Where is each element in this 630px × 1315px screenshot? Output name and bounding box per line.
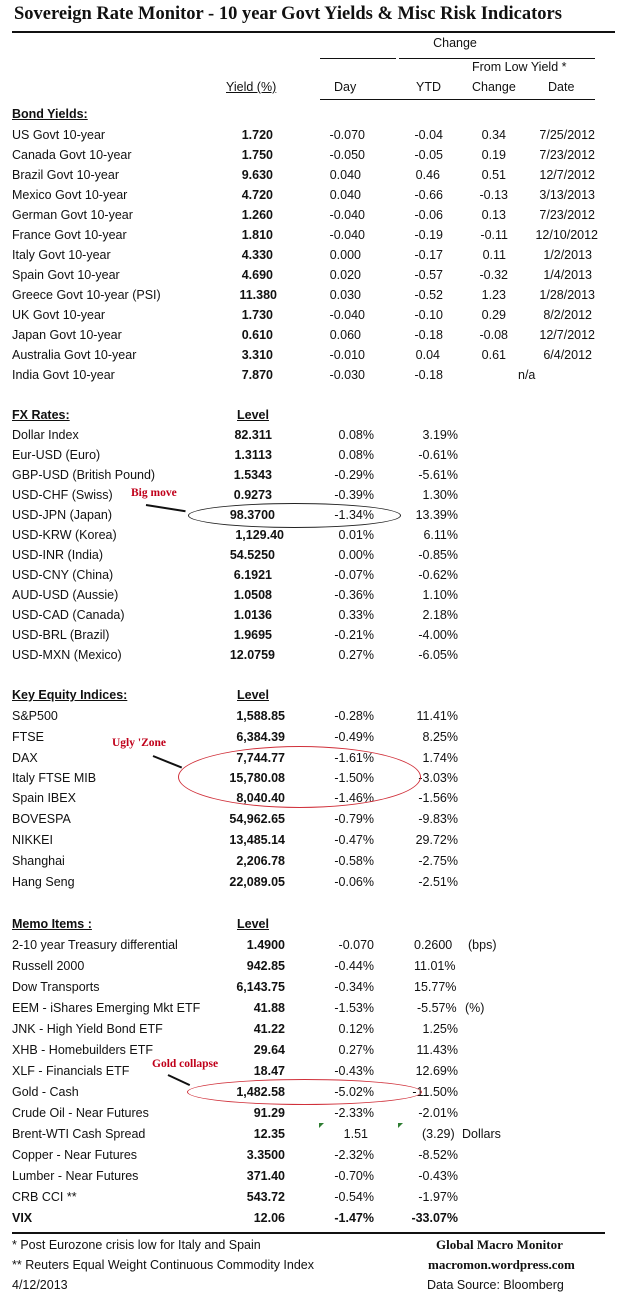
row-label: Greece Govt 10-year (PSI) <box>12 288 161 302</box>
level-value: 1.0508 <box>233 588 272 602</box>
low-change: 0.13 <box>481 208 506 222</box>
row-label: Gold - Cash <box>12 1085 79 1099</box>
ytd-change: 12.69% <box>415 1064 458 1078</box>
row-label: USD-CNY (China) <box>12 568 114 582</box>
level-value: 54.5250 <box>229 548 275 562</box>
level-value: 1,129.40 <box>235 528 284 542</box>
day-header-rule <box>320 58 396 59</box>
level-value: 2,206.78 <box>236 854 285 868</box>
ugly-zone-ellipse <box>178 746 421 808</box>
day-change: 0.01% <box>338 528 374 542</box>
level-value: 7,744.77 <box>236 751 285 765</box>
date-header: Date <box>548 80 575 94</box>
ytd-header-rule <box>399 58 595 59</box>
ytd-change: (3.29) <box>422 1127 455 1141</box>
low-date: 7/23/2012 <box>539 148 595 162</box>
day-change: -2.33% <box>334 1106 374 1120</box>
low-date: 8/2/2012 <box>543 308 592 322</box>
day-change: -0.07% <box>334 568 374 582</box>
yield-value: 7.870 <box>241 368 273 382</box>
row-label: USD-CHF (Swiss) <box>12 488 113 502</box>
day-change: -5.02% <box>334 1085 374 1099</box>
memo-heading: Memo Items : <box>12 917 92 931</box>
day-change: -1.34% <box>334 508 374 522</box>
report-date: 4/12/2013 <box>12 1278 68 1292</box>
low-change: -0.11 <box>480 228 508 242</box>
level-value: 12.0759 <box>229 648 275 662</box>
title-rule <box>12 31 615 33</box>
row-label: Russell 2000 <box>12 959 85 973</box>
row-label: Mexico Govt 10-year <box>12 188 128 202</box>
yield-value: 1.720 <box>241 128 273 142</box>
level-value: 15,780.08 <box>229 771 285 785</box>
day-change: -0.44% <box>334 959 374 973</box>
row-label: XHB - Homebuilders ETF <box>12 1043 154 1057</box>
low-change: 0.29 <box>481 308 506 322</box>
unit-label: Dollars <box>462 1127 501 1141</box>
day-change: -0.28% <box>334 709 374 723</box>
row-label: XLF - Financials ETF <box>12 1064 130 1078</box>
day-change: -0.36% <box>334 588 374 602</box>
level-value: 98.3700 <box>229 508 275 522</box>
level-value: 29.64 <box>253 1043 285 1057</box>
row-label: USD-CAD (Canada) <box>12 608 125 622</box>
ytd-change: -5.57% <box>417 1001 457 1015</box>
row-label: FTSE <box>12 730 44 744</box>
level-value: 1.9695 <box>233 628 272 642</box>
footer-rule <box>12 1232 605 1234</box>
ytd-change: -9.83% <box>418 812 458 826</box>
day-change: 1.51 <box>343 1127 368 1141</box>
yield-value: 4.690 <box>241 268 273 282</box>
row-label: Spain Govt 10-year <box>12 268 120 282</box>
day-change: -0.06% <box>334 875 374 889</box>
bond-yields-heading: Bond Yields: <box>12 107 88 121</box>
day-change: 0.08% <box>338 428 374 442</box>
na-value: n/a <box>518 368 536 382</box>
row-label: Shanghai <box>12 854 65 868</box>
row-label: Dow Transports <box>12 980 100 994</box>
yield-value: 9.630 <box>241 168 273 182</box>
day-change: 0.08% <box>338 448 374 462</box>
day-change: -0.21% <box>334 628 374 642</box>
page-title: Sovereign Rate Monitor - 10 year Govt Yields & Misc Risk Indicators <box>14 4 562 24</box>
day-header: Day <box>334 80 357 94</box>
day-change: 0.040 <box>329 188 361 202</box>
level-value: 3.3500 <box>246 1148 285 1162</box>
ytd-change: 1.74% <box>422 751 458 765</box>
day-change: -0.030 <box>329 368 365 382</box>
unit-label: (%) <box>465 1001 485 1015</box>
row-label: EEM - iShares Emerging Mkt ETF <box>12 1001 201 1015</box>
level-value: 41.22 <box>253 1022 285 1036</box>
day-change: -0.79% <box>334 812 374 826</box>
footnote-eurozone: * Post Eurozone crisis low for Italy and Spain <box>12 1238 261 1252</box>
low-date: 12/7/2012 <box>539 168 595 182</box>
ytd-change: 0.2600 <box>414 938 453 952</box>
yield-value: 3.310 <box>241 348 273 362</box>
equity-heading: Key Equity Indices: <box>12 688 128 702</box>
day-change: -0.49% <box>334 730 374 744</box>
day-change: -0.050 <box>329 148 365 162</box>
row-label: Eur-USD (Euro) <box>12 448 101 462</box>
yield-header: Yield (%) <box>226 80 277 94</box>
ytd-change: 11.01% <box>414 959 456 973</box>
row-label: US Govt 10-year <box>12 128 106 142</box>
ytd-change: -1.97% <box>418 1190 458 1204</box>
yield-value: 4.720 <box>241 188 273 202</box>
ytd-change: -2.01% <box>418 1106 458 1120</box>
row-label: Hang Seng <box>12 875 75 889</box>
day-change: -2.32% <box>334 1148 374 1162</box>
day-change: 0.040 <box>329 168 361 182</box>
ugly-zone-arrow <box>153 755 182 768</box>
day-change: 0.27% <box>338 648 374 662</box>
level-value: 12.35 <box>253 1127 285 1141</box>
low-change: 0.34 <box>481 128 506 142</box>
day-change: 0.000 <box>329 248 361 262</box>
ytd-change: -6.05% <box>418 648 458 662</box>
row-label: Spain IBEX <box>12 791 76 805</box>
ytd-change: -0.19 <box>414 228 443 242</box>
low-change: 0.11 <box>482 248 506 262</box>
low-change: -0.32 <box>479 268 508 282</box>
level-value: 22,089.05 <box>229 875 285 889</box>
day-change: 0.00% <box>338 548 374 562</box>
ytd-change: -0.06 <box>414 208 443 222</box>
brand-site-link[interactable]: macromon.wordpress.com <box>428 1257 575 1272</box>
day-change: -0.34% <box>334 980 374 994</box>
level-value: 1.4900 <box>246 938 285 952</box>
level-value: 1.5343 <box>233 468 272 482</box>
ytd-change: -0.05 <box>414 148 443 162</box>
level-value: 12.06 <box>253 1211 285 1225</box>
day-change: 0.27% <box>338 1043 374 1057</box>
fx-rates-heading: FX Rates: <box>12 408 70 422</box>
ytd-change: 1.30% <box>422 488 458 502</box>
row-label: Brent-WTI Cash Spread <box>12 1127 146 1141</box>
level-value: 18.47 <box>253 1064 285 1078</box>
row-label: USD-JPN (Japan) <box>12 508 113 522</box>
row-label: Crude Oil - Near Futures <box>12 1106 149 1120</box>
low-date: 1/4/2013 <box>543 268 592 282</box>
low-change: -0.13 <box>479 188 508 202</box>
level-value: 0.9273 <box>233 488 272 502</box>
ytd-change: -0.10 <box>414 308 443 322</box>
low-change: 0.19 <box>481 148 506 162</box>
ytd-change: 13.39% <box>415 508 458 522</box>
day-change: 0.060 <box>329 328 361 342</box>
day-change: -0.39% <box>334 488 374 502</box>
yield-value: 0.610 <box>241 328 273 342</box>
row-label: AUD-USD (Aussie) <box>12 588 119 602</box>
ytd-change: -0.85% <box>418 548 458 562</box>
ugly-zone-annotation: Ugly 'Zone <box>112 737 166 749</box>
row-label: CRB CCI ** <box>12 1190 77 1204</box>
day-change: -1.50% <box>334 771 374 785</box>
level-value: 1.0136 <box>233 608 272 622</box>
big-move-ellipse <box>188 503 401 528</box>
row-label: German Govt 10-year <box>12 208 133 222</box>
day-change: -0.040 <box>329 228 365 242</box>
ytd-change: 6.11% <box>423 528 458 542</box>
ytd-change: -0.57 <box>414 268 443 282</box>
low-change: 1.23 <box>481 288 506 302</box>
day-change: -0.070 <box>338 938 374 952</box>
day-change: -0.58% <box>334 854 374 868</box>
day-change: 0.020 <box>329 268 361 282</box>
ytd-change: -0.18 <box>414 328 443 342</box>
ytd-change: -33.07% <box>411 1211 458 1225</box>
day-change: -0.070 <box>329 128 365 142</box>
day-change: -1.47% <box>334 1211 374 1225</box>
yield-value: 1.750 <box>241 148 273 162</box>
row-label: Canada Govt 10-year <box>12 148 132 162</box>
ytd-change: -0.52 <box>414 288 443 302</box>
ytd-change: -0.43% <box>418 1169 458 1183</box>
ytd-change: -3.03% <box>418 771 458 785</box>
low-date: 6/4/2012 <box>543 348 592 362</box>
yield-value: 4.330 <box>241 248 273 262</box>
low-date: 1/2/2013 <box>543 248 592 262</box>
day-change: -0.47% <box>334 833 374 847</box>
brand-name: Global Macro Monitor <box>436 1237 563 1252</box>
level-value: 41.88 <box>253 1001 285 1015</box>
row-label: 2-10 year Treasury differential <box>12 938 178 952</box>
low-date: 1/28/2013 <box>539 288 595 302</box>
yield-value: 1.260 <box>241 208 273 222</box>
row-label: France Govt 10-year <box>12 228 127 242</box>
row-label: Italy FTSE MIB <box>12 771 97 785</box>
ytd-change: 15.77% <box>414 980 457 994</box>
day-change: 0.33% <box>338 608 374 622</box>
row-label: USD-BRL (Brazil) <box>12 628 110 642</box>
level-value: 6,384.39 <box>236 730 285 744</box>
ytd-change: 1.25% <box>422 1022 458 1036</box>
row-label: VIX <box>12 1211 33 1225</box>
row-label: USD-INR (India) <box>12 548 103 562</box>
level-value: 371.40 <box>246 1169 285 1183</box>
ytd-change: -0.04 <box>414 128 443 142</box>
from-low-yield-header: From Low Yield * <box>472 60 567 74</box>
fx-level-header: Level <box>237 408 269 422</box>
day-change: -0.040 <box>329 308 365 322</box>
row-label: Lumber - Near Futures <box>12 1169 139 1183</box>
row-label: India Govt 10-year <box>12 368 115 382</box>
ytd-change: 11.43% <box>416 1043 458 1057</box>
row-label: UK Govt 10-year <box>12 308 106 322</box>
row-label: USD-MXN (Mexico) <box>12 648 122 662</box>
ytd-change: -11.50% <box>412 1085 458 1099</box>
day-change: -0.43% <box>334 1064 374 1078</box>
cell-comment-marker <box>319 1123 324 1128</box>
row-label: USD-KRW (Korea) <box>12 528 117 542</box>
day-change: -1.61% <box>334 751 374 765</box>
data-source: Data Source: Bloomberg <box>427 1278 564 1292</box>
row-label: Copper - Near Futures <box>12 1148 138 1162</box>
ytd-change: 0.46 <box>415 168 440 182</box>
equity-level-header: Level <box>237 688 269 702</box>
day-change: -0.70% <box>334 1169 374 1183</box>
ytd-change: -2.75% <box>418 854 458 868</box>
change-col-header: Change <box>472 80 516 94</box>
ytd-header: YTD <box>416 80 441 94</box>
big-move-annotation: Big move <box>131 487 177 499</box>
row-label: Japan Govt 10-year <box>12 328 122 342</box>
day-change: -1.46% <box>334 791 374 805</box>
row-label: GBP-USD (British Pound) <box>12 468 156 482</box>
level-value: 6.1921 <box>233 568 272 582</box>
ytd-change: 2.18% <box>422 608 458 622</box>
level-value: 13,485.14 <box>229 833 285 847</box>
row-label: Italy Govt 10-year <box>12 248 111 262</box>
ytd-change: -4.00% <box>418 628 458 642</box>
ytd-change: 11.41% <box>416 709 458 723</box>
day-change: -0.010 <box>329 348 365 362</box>
low-change: 0.51 <box>481 168 506 182</box>
ytd-change: -2.51% <box>418 875 458 889</box>
level-value: 8,040.40 <box>236 791 285 805</box>
row-label: Brazil Govt 10-year <box>12 168 119 182</box>
ytd-change: -8.52% <box>418 1148 458 1162</box>
low-change: -0.08 <box>479 328 508 342</box>
day-change: -0.54% <box>334 1190 374 1204</box>
header-bottom-rule <box>320 99 595 100</box>
day-change: 0.030 <box>329 288 361 302</box>
memo-level-header: Level <box>237 917 269 931</box>
big-move-arrow <box>146 504 186 512</box>
gold-collapse-ellipse <box>187 1079 422 1105</box>
ytd-change: -0.66 <box>414 188 443 202</box>
yield-value: 1.730 <box>241 308 273 322</box>
low-date: 12/10/2012 <box>535 228 598 242</box>
low-date: 7/25/2012 <box>539 128 595 142</box>
day-change: 0.12% <box>338 1022 374 1036</box>
day-change: -0.29% <box>334 468 374 482</box>
level-value: 543.72 <box>246 1190 285 1204</box>
low-date: 12/7/2012 <box>539 328 595 342</box>
row-label: JNK - High Yield Bond ETF <box>12 1022 163 1036</box>
level-value: 1.3113 <box>234 448 272 462</box>
level-value: 82.311 <box>234 428 272 442</box>
low-change: 0.61 <box>481 348 506 362</box>
level-value: 942.85 <box>246 959 285 973</box>
ytd-change: -1.56% <box>418 791 458 805</box>
ytd-change: 29.72% <box>415 833 458 847</box>
ytd-change: 1.10% <box>422 588 458 602</box>
ytd-change: -0.17 <box>414 248 443 262</box>
ytd-change: 3.19% <box>422 428 458 442</box>
ytd-change: -0.18 <box>414 368 443 382</box>
cell-comment-marker <box>398 1123 403 1128</box>
level-value: 1,482.58 <box>236 1085 285 1099</box>
row-label: Dollar Index <box>12 428 79 442</box>
unit-label: (bps) <box>468 938 497 952</box>
ytd-change: 0.04 <box>415 348 440 362</box>
row-label: Australia Govt 10-year <box>12 348 137 362</box>
row-label: S&P500 <box>12 709 58 723</box>
change-header: Change <box>433 36 477 50</box>
ytd-change: -0.61% <box>418 448 458 462</box>
day-change: -0.040 <box>329 208 365 222</box>
row-label: BOVESPA <box>12 812 71 826</box>
gold-collapse-annotation: Gold collapse <box>152 1058 219 1070</box>
ytd-change: -5.61% <box>418 468 458 482</box>
row-label: DAX <box>12 751 38 765</box>
gold-collapse-arrow <box>168 1074 191 1086</box>
low-date: 7/23/2012 <box>539 208 595 222</box>
footnote-crb: ** Reuters Equal Weight Continuous Commodity Index <box>12 1258 315 1272</box>
yield-value: 1.810 <box>241 228 273 242</box>
level-value: 6,143.75 <box>236 980 285 994</box>
level-value: 91.29 <box>253 1106 285 1120</box>
row-label: NIKKEI <box>12 833 53 847</box>
ytd-change: 8.25% <box>422 730 458 744</box>
ytd-change: -0.62% <box>418 568 458 582</box>
day-change: -1.53% <box>334 1001 374 1015</box>
level-value: 54,962.65 <box>229 812 285 826</box>
low-date: 3/13/2013 <box>539 188 595 202</box>
yield-value: 11.380 <box>239 288 277 302</box>
level-value: 1,588.85 <box>236 709 285 723</box>
